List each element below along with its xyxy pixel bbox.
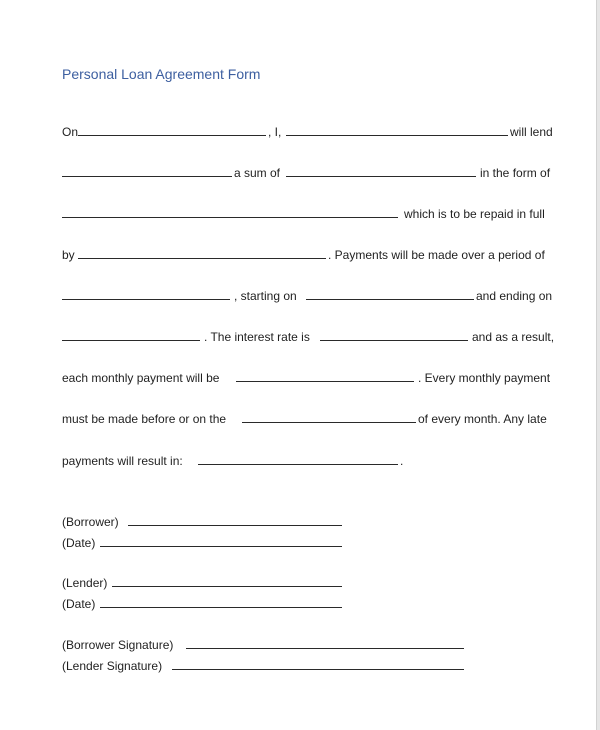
start-date-field[interactable] [306,299,474,300]
borrower-name-field[interactable] [286,135,508,136]
clause-row [62,370,562,386]
borrower-name-line[interactable] [128,525,342,526]
clause-text: . Every monthly payment [418,371,551,385]
clause-text: a sum of [234,166,281,180]
borrower-signature-row [62,637,482,653]
lender-date-row [62,596,362,612]
lender-signature-line[interactable] [172,669,464,670]
borrower-row [62,514,362,530]
clause-text: , starting on [234,289,297,303]
form-title: Personal Loan Agreement Form [62,66,261,82]
borrower-date-row [62,535,362,551]
payment-period-field[interactable] [62,299,230,300]
clause-text: . [400,454,404,468]
loan-form-field[interactable] [62,217,398,218]
clause-text: and ending on [476,289,553,303]
lender-signature-label: (Lender Signature) [62,659,163,673]
clause-row [62,329,562,345]
clause-row [62,411,562,427]
clause-text: must be made before or on the [62,412,227,426]
clause-text: which is to be repaid in full [404,207,545,221]
end-date-field[interactable] [62,340,200,341]
repayment-date-field[interactable] [78,258,326,259]
lender-row [62,575,362,591]
clause-text: of every month. Any late [418,412,547,426]
clause-row [62,124,562,140]
borrower-signature-label: (Borrower Signature) [62,638,174,652]
borrower-date-line[interactable] [100,546,342,547]
clause-row [62,206,562,222]
clause-row [62,453,562,469]
date-label: (Date) [62,597,96,611]
interest-rate-field[interactable] [320,340,468,341]
clause-text: . The interest rate is [204,330,310,344]
recipient-field[interactable] [62,176,232,177]
loan-amount-field[interactable] [286,176,476,177]
clause-row [62,247,562,263]
clause-text: . Payments will be made over a period of [328,248,545,262]
clause-text: and as a result, [472,330,555,344]
borrower-signature-line[interactable] [186,648,464,649]
due-day-field[interactable] [242,422,416,423]
clause-text: in the form of [480,166,551,180]
late-penalty-field[interactable] [198,464,398,465]
clause-text: by [62,248,75,262]
lender-name-field[interactable] [78,135,266,136]
clause-text: each monthly payment will be [62,371,220,385]
clause-text: , I, [268,125,282,139]
lender-date-line[interactable] [100,607,342,608]
lender-name-line[interactable] [112,586,342,587]
clause-text: will lend [510,125,553,139]
clause-text: payments will result in: [62,454,183,468]
clause-text: On [62,125,79,139]
lender-signature-row [62,658,482,674]
date-label: (Date) [62,536,96,550]
lender-label: (Lender) [62,576,108,590]
clause-row [62,288,562,304]
monthly-payment-field[interactable] [236,381,414,382]
clause-row [62,165,562,181]
borrower-label: (Borrower) [62,515,119,529]
